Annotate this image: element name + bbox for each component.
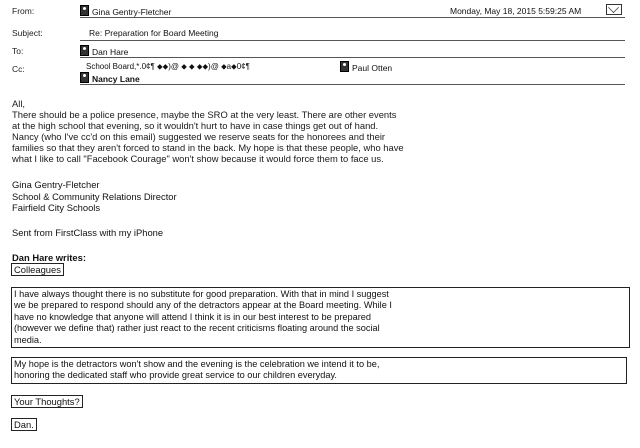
quoted-paragraph-1 [11,287,630,348]
quoted-line: we be prepared to respond should any of the detractors appear at the Board meeting. While I [14,300,392,311]
person-icon [80,5,89,16]
cc-label: Cc: [12,64,25,74]
quoted-paragraph-2 [11,357,627,384]
quoted-writes: Dan Hare writes: [12,252,86,263]
signature-name: Gina Gentry-Fletcher [12,179,100,190]
person-icon [80,45,89,56]
from-label: From: [12,6,35,16]
quoted-closing: Your Thoughts? [11,395,83,408]
body-line: families so that they aren't forced to stand in the back. My hope is that these people, who have [12,142,404,153]
quoted-salutation: Colleagues [11,263,64,276]
cc-person-name: Paul Otten [352,63,393,73]
body-line: at the high school that evening, so it wouldn't hurt to have in case things get out of hand. [12,120,379,131]
to-value [80,45,128,57]
divider [80,84,625,85]
cc-person-2-name: Nancy Lane [92,74,140,84]
from-value [80,5,171,17]
divider [80,17,625,18]
person-icon [80,72,89,83]
cc-list: School Board,*.0¢¶ ⬥⬥)@ ⬥ ⬥ ⬥⬥)@ ⬥a⬥0¢¶ [86,62,250,71]
quoted-line: honoring the dedicated staff who provide great service to our children everyday. [14,370,337,381]
subject-label: Subject: [12,28,43,38]
quoted-sign: Dan. [11,418,37,431]
cc-person [340,61,392,73]
from-name: Gina Gentry-Fletcher [92,7,172,17]
divider [80,57,625,58]
quoted-line: have no knowledge that anyone will attend I think it is in our best interest to be prepared [14,311,372,322]
greeting: All, [12,98,26,109]
body-line: Nancy (who I've cc'd on this email) suggested we reserve seats for the honorees and their [12,131,386,142]
signature-title: School & Community Relations Director [12,191,177,202]
person-icon [340,61,349,72]
quoted-line: I have always thought there is no substitute for good preparation. With that in mind I suggest [14,289,389,299]
body-line: what I like to call "Facebook Courage" won't show because it would force them to face us. [12,153,384,164]
sent-from: Sent from FirstClass with my iPhone [12,227,164,238]
body-line: There should be a police presence, maybe the SRO at the very least. There are other events [12,109,397,120]
quoted-line: media. [14,334,42,345]
signature-org: Fairfield City Schools [12,202,101,213]
quoted-line: My hope is the detractors won't show and the evening is the celebration we intend it to be, [14,359,380,369]
quoted-line: (however we define that) rather just react to the recent criticisms floating around the social [14,323,380,334]
subject-value: Re: Preparation for Board Meeting [89,28,219,38]
to-label: To: [12,46,24,56]
cc-person-2 [80,72,140,84]
to-name: Dan Hare [92,47,129,57]
envelope-icon [606,4,622,15]
email-date: Monday, May 18, 2015 5:59:25 AM [450,6,582,16]
divider [80,40,625,41]
